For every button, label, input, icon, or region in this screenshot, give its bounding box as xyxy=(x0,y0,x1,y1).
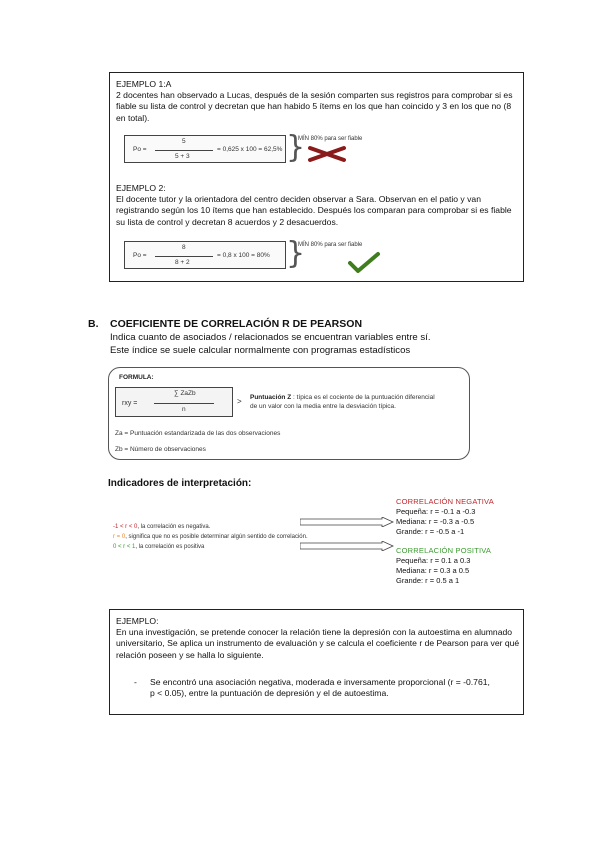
ejemplo2-title: EJEMPLO 2: xyxy=(116,183,166,193)
positiva-title: CORRELACIÓN POSITIVA xyxy=(396,546,492,555)
zb-definition: Zb = Número de observaciones xyxy=(115,446,206,453)
arrow-glyph: > xyxy=(237,397,242,406)
ejemplo1-formula: Po = 5 5 + 3 = 0,625 x 100 = 62,5% xyxy=(124,135,286,163)
section-b-letter: B. xyxy=(88,318,99,330)
z-score-term: Puntuación Z xyxy=(250,394,292,401)
pearson-formula: rxy = ∑ ZaZb n xyxy=(115,387,233,417)
indicator-zero: r = 0, significa que no es posible determinar algún sentido de correlación. xyxy=(113,534,308,540)
check-icon xyxy=(348,251,380,273)
ejemplo1-text: 2 docentes han observado a Lucas, después de la sesión comparten sus registros para comprobar si es fiable su lista de control y decretan que han habido 5 ítems en los que han coincido y 3 en los que no (8 en total). xyxy=(116,90,513,123)
ejemplo3-title: EJEMPLO: xyxy=(116,616,159,626)
section-b-line2: Este índice se suele calcular normalmente con programas estadísticos xyxy=(110,345,411,356)
z-score-desc-1: : típica es el cociente de la puntuación diferencial xyxy=(293,394,435,401)
ejemplo1-title: EJEMPLO 1:A xyxy=(116,79,172,89)
negativa-item: Pequeña: r = -0.1 a -0.3 xyxy=(396,507,476,516)
arrow-right-icon xyxy=(300,517,394,527)
brace-icon: } xyxy=(286,236,306,271)
ejemplo3-text: En una investigación, se pretende conocer la relación tiene la depresión con la autoestima en alumnado universitario, Se aplica un instrumento de evaluación y se calcula el coeficiente r de Pearson para ver qué relación poseen y se halla lo siguiente. xyxy=(116,627,520,660)
ejemplo-pearson-box xyxy=(109,609,524,715)
positiva-item: Pequeña: r = 0.1 a 0.3 xyxy=(396,556,471,565)
formula-panel xyxy=(108,367,470,460)
formula-label: FORMULA: xyxy=(119,374,154,381)
negativa-item: Grande: r = -0.5 a -1 xyxy=(396,527,465,536)
section-b-line1: Indica cuanto de asociados / relacionados se encuentran variables entre sí. xyxy=(110,332,431,343)
ejemplo2-note: MÍN 80% para ser fiable xyxy=(298,242,363,248)
negativa-item: Mediana: r = -0.3 a -0.5 xyxy=(396,517,475,526)
negativa-title: CORRELACIÓN NEGATIVA xyxy=(396,497,494,506)
indicator-positive: 0 < r < 1, la correlación es positiva xyxy=(113,544,205,550)
indicadores-title: Indicadores de interpretación: xyxy=(108,478,252,489)
ejemplo2-formula: Po = 8 8 + 2 = 0,8 x 100 = 80% xyxy=(124,241,286,269)
section-b-title: COEFICIENTE DE CORRELACIÓN R DE PEARSON xyxy=(110,318,363,330)
ejemplo2-text: El docente tutor y la orientadora del centro deciden observar a Sara. Observan en el patio y van registrando según los 10 ítems que han establecido. Después los comparan para comprobar si es fiable su lista de control y decretan 8 acuerdos y 2 desacuerdos. xyxy=(116,194,512,227)
cross-icon xyxy=(308,145,346,163)
brace-icon: } xyxy=(286,130,306,165)
indicator-negative: -1 < r < 0, la correlación es negativa. xyxy=(113,524,211,530)
ejemplo1-note: MÍN 80% para ser fiable xyxy=(298,136,363,142)
ejemplos-box xyxy=(109,72,524,282)
positiva-item: Mediana: r = 0.3 a 0.5 xyxy=(396,566,470,575)
arrow-right-icon xyxy=(300,541,394,551)
positiva-item: Grande: r = 0.5 a 1 xyxy=(396,576,460,585)
z-score-desc-2: de un valor con la media entre la desviación típica. xyxy=(250,403,396,410)
ejemplo3-result: Se encontró una asociación negativa, moderada e inversamente proporcional (r = -0.761, p < 0.05), entre la puntuación de depresión y el de autoestima. xyxy=(150,677,490,699)
bullet: - xyxy=(134,677,137,687)
za-definition: Za = Puntuación estandarizada de las dos observaciones xyxy=(115,430,281,437)
